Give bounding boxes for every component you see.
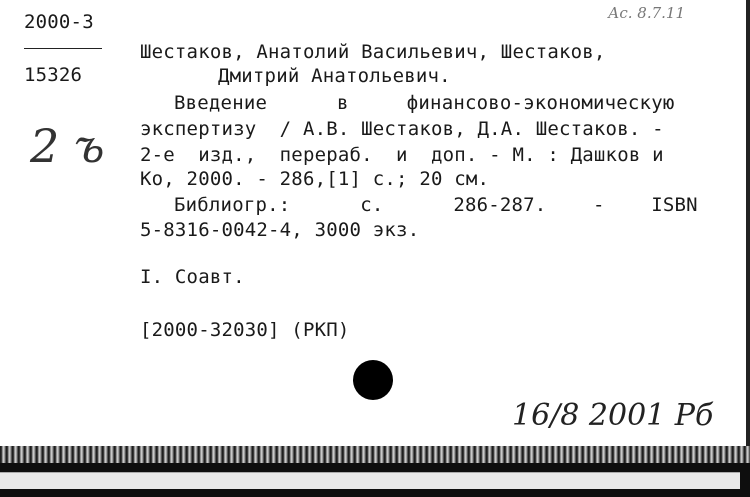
handwritten-date-note: 16/8 2001 Рб [512,398,714,433]
title-line-1: Введение в финансово-экономическую [174,92,675,114]
handwritten-note-top: Ас. 8.7.11 [608,4,686,22]
record-number: [2000-32030] (РКП) [140,319,350,341]
isbn-line: 5-8316-0042-4, 3000 экз. [140,219,420,241]
author-line-cont: Дмитрий Анатольевич. [218,65,451,87]
author-line: Шестаков, Анатолий Васильевич, Шестаков, [140,41,606,63]
bibliography-line: Библиогр.: с. 286-287. - ISBN [174,194,698,216]
scan-bottom-strip [0,472,740,489]
divider-rule [24,48,102,49]
tracing-line: I. Соавт. [140,266,245,288]
title-line-2: экспертизу / А.В. Шестаков, Д.А. Шестаков. - [140,118,664,140]
punch-hole [353,360,393,400]
handwritten-margin-mark: 2 ъ [30,119,105,173]
call-number: 2000-3 [24,11,94,33]
inventory-number: 15326 [24,64,83,86]
edition-line: 2-е изд., перераб. и доп. - М. : Дашков и [140,144,664,166]
publication-line: Ко, 2000. - 286,[1] с.; 20 см. [140,168,490,190]
card-edge [746,0,750,497]
